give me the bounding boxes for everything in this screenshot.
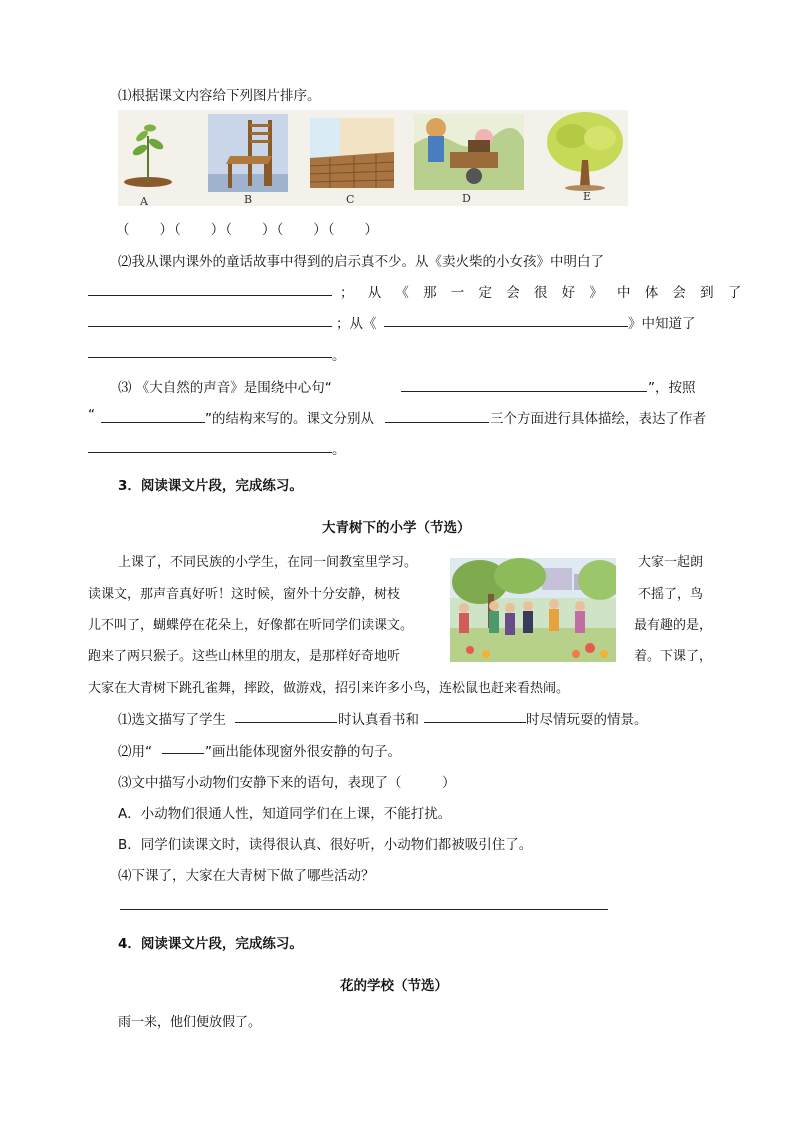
s3-q2-b: ”画出能体现窗外很安静的句子。: [205, 744, 401, 760]
s3-q4: ⑷下课了，大家在大青树下做了哪些活动？: [118, 868, 375, 884]
q2-line3-b: 》中知道了: [628, 316, 696, 332]
label-e: E: [583, 190, 592, 203]
tree-picture: [542, 110, 628, 192]
wooden-floor-picture: [310, 118, 394, 188]
q3-line3-end: 。: [332, 442, 346, 458]
passage3-l4-right: 着。下课了，: [634, 649, 713, 664]
s3-q3: ⑶文中描写小动物们安静下来的语句，表现了（ ）: [118, 775, 456, 791]
passage4-p1: 雨一来，他们便放假了。: [118, 1015, 262, 1030]
q3-blank-2[interactable]: [101, 422, 205, 423]
q3-blank-4[interactable]: [88, 452, 332, 453]
q3-line1-a: ⑶ 《大自然的声音》是围绕中心句“: [118, 380, 332, 396]
classroom-illustration: [450, 558, 616, 662]
q2-line3-a: ；从《: [336, 316, 377, 332]
label-a: A: [140, 195, 148, 208]
s3-q1-blank-1[interactable]: [235, 722, 337, 723]
chair-picture: [208, 114, 288, 192]
cart-picture: [414, 114, 524, 190]
s3-q4-answer-line[interactable]: [120, 909, 608, 910]
passage3-l3-right: 最有趣的是，: [634, 618, 713, 633]
q3-line2-c: 三个方面进行具体描绘，表达了作者: [490, 411, 706, 427]
s3-q1-blank-2[interactable]: [424, 722, 526, 723]
s3-q1-c: 时尽情玩耍的情景。: [526, 712, 648, 728]
sapling-picture: [120, 116, 180, 188]
passage3-l5: 大家在大青树下跳孔雀舞，摔跤，做游戏，招引来许多小鸟，连松鼠也赶来看热闹。: [88, 681, 570, 696]
q2-line2-text: ；从《那一定会很好》中体会到了: [340, 285, 756, 301]
q3-line1-b: ”，按照: [648, 380, 696, 396]
section4-heading: 4．阅读课文片段，完成练习。: [118, 936, 303, 952]
picture-strip: [118, 110, 628, 206]
s3-q2-a: ⑵用“: [118, 744, 152, 760]
s3-q1-b: 时认真看书和: [338, 712, 419, 728]
section4-title: 花的学校（节选）: [340, 978, 448, 994]
s3-q2-underline-sample: [162, 753, 204, 754]
passage3-l3-left: 儿不叫了，蝴蝶停在花朵上，好像都在听同学们读课文。: [88, 618, 414, 633]
q3-blank-1[interactable]: [401, 391, 647, 392]
q2-blank-2[interactable]: [88, 326, 332, 327]
label-b: B: [244, 193, 253, 206]
passage3-l1-left: 上课了，不同民族的小学生，在同一间教室里学习。: [118, 555, 418, 570]
section3-heading: 3．阅读课文片段，完成练习。: [118, 478, 303, 494]
q3-line2-b: ”的结构来写的。课文分别从: [205, 411, 374, 427]
q3-line2-a: “: [88, 407, 95, 423]
passage3-l1-right: 大家一起朗: [638, 555, 704, 570]
q2-blank-4[interactable]: [88, 357, 332, 358]
label-c: C: [346, 193, 355, 206]
label-d: D: [462, 192, 471, 205]
s3-q1-a: ⑴选文描写了学生: [118, 712, 226, 728]
s3-option-b[interactable]: B．同学们读课文时，读得很认真、很好听，小动物们都被吸引住了。: [118, 837, 533, 853]
q2-line1: ⑵我从课内课外的童话故事中得到的启示真不少。从《卖火柴的小女孩》中明白了: [118, 254, 604, 270]
s3-option-a[interactable]: A．小动物们很通人性，知道同学们在上课，不能打扰。: [118, 806, 452, 822]
q1-prompt: ⑴根据课文内容给下列图片排序。: [118, 88, 321, 104]
passage3-l2-right: 不摇了，鸟: [638, 587, 704, 602]
passage3-l2-left: 读课文，那声音真好听！这时候，窗外十分安静，树枝: [88, 587, 401, 602]
passage3-l4-left: 跑来了两只猴子。这些山林里的朋友，是那样好奇地听: [88, 649, 401, 664]
section3-title: 大青树下的小学（节选）: [322, 520, 471, 536]
q2-blank-1[interactable]: [88, 295, 332, 296]
q1-answer-brackets: （ ）（ ）（ ）（ ）（ ）: [116, 222, 379, 238]
q2-line4-end: 。: [332, 348, 346, 364]
q3-blank-3[interactable]: [385, 422, 489, 423]
q2-blank-3[interactable]: [384, 326, 628, 327]
